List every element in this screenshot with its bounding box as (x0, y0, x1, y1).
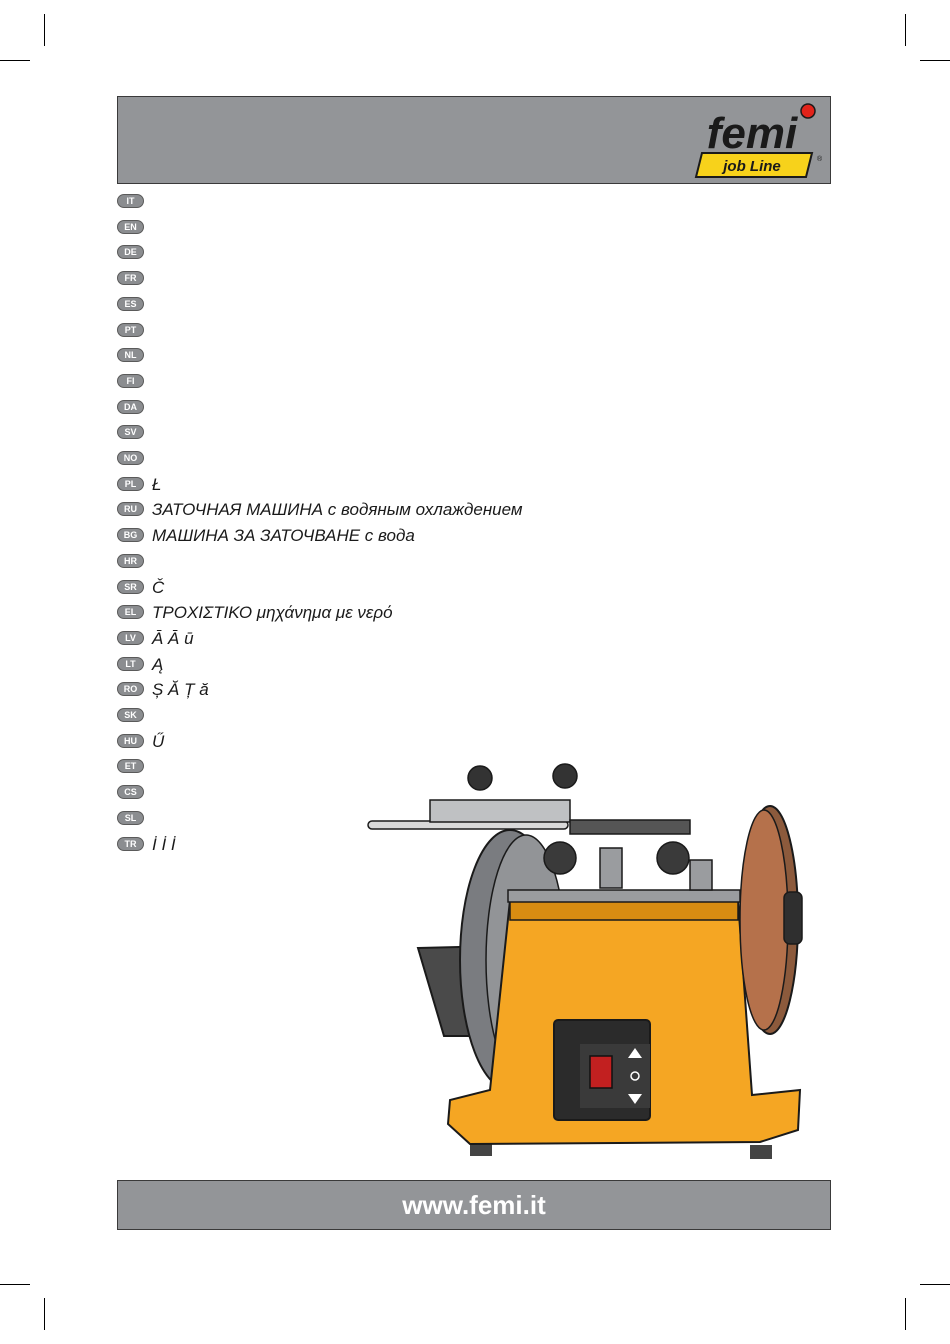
language-code-badge: SK (117, 708, 144, 722)
logo-tagline: job Line (723, 158, 781, 175)
crop-mark (905, 14, 906, 46)
language-code-badge: SV (117, 425, 144, 439)
language-code-badge: EN (117, 220, 144, 234)
language-code-badge: EL (117, 605, 144, 619)
crop-mark (0, 1284, 30, 1285)
language-row (117, 602, 393, 623)
language-row (117, 551, 144, 571)
femi-logo (672, 101, 822, 181)
language-code-badge: SL (117, 811, 144, 825)
language-row (117, 217, 144, 237)
language-code-badge: IT (117, 194, 144, 208)
language-code-badge: NL (117, 348, 144, 362)
crop-mark (920, 1284, 950, 1285)
language-code-badge: LV (117, 631, 144, 645)
language-row (117, 705, 144, 725)
product-title-translation: Ű (152, 731, 165, 751)
registered-mark: ® (817, 156, 822, 163)
product-title-translation: МАШИНА ЗА ЗАТОЧВАНЕ с вода (152, 526, 415, 546)
language-code-badge: NO (117, 451, 144, 465)
language-code-badge: HU (117, 734, 144, 748)
product-title-translation: Ā Ā ū (152, 628, 194, 648)
language-code-badge: ES (117, 297, 144, 311)
product-title-translation: İ İ İ (152, 834, 176, 854)
footer-band (117, 1180, 831, 1230)
language-code-badge: LT (117, 657, 144, 671)
language-row (117, 577, 165, 597)
language-code-badge: PT (117, 323, 144, 337)
language-code-badge: TR (117, 837, 144, 851)
language-code-badge: CS (117, 785, 144, 799)
language-row (117, 525, 415, 546)
language-code-badge: DA (117, 400, 144, 414)
language-row (117, 397, 144, 417)
wet-grinder-illustration (360, 760, 820, 1180)
product-title-translation: Č (152, 577, 165, 597)
language-row (117, 320, 144, 340)
language-row (117, 474, 162, 494)
language-row (117, 371, 144, 391)
language-row (117, 448, 144, 468)
language-row (117, 834, 176, 854)
product-title-translation: ΤΡΟΧΙΣΤΙΚΟ μηχάνημα με νερό (152, 603, 393, 623)
language-code-badge: RU (117, 502, 144, 516)
language-code-badge: PL (117, 477, 144, 491)
language-code-badge: HR (117, 554, 144, 568)
language-row (117, 731, 165, 751)
language-row (117, 345, 144, 365)
language-row (117, 294, 144, 314)
crop-mark (0, 60, 30, 61)
language-code-badge: RO (117, 682, 144, 696)
header-band (117, 96, 831, 184)
language-code-badge: DE (117, 245, 144, 259)
language-row (117, 782, 144, 802)
language-row (117, 499, 523, 520)
language-code-badge: FR (117, 271, 144, 285)
product-title-translation: Ł (152, 474, 162, 494)
language-code-badge: BG (117, 528, 144, 542)
language-code-badge: ET (117, 759, 144, 773)
product-title-translation: Ą (152, 654, 164, 674)
language-row (117, 808, 144, 828)
language-row (117, 756, 144, 776)
product-title-translation: Ș Ă Ț ă (152, 680, 209, 700)
language-code-badge: FI (117, 374, 144, 388)
language-code-badge: SR (117, 580, 144, 594)
language-row (117, 422, 144, 442)
language-row (117, 242, 144, 262)
crop-mark (905, 1298, 906, 1330)
language-row (117, 628, 194, 648)
website-url[interactable]: www.femi.it (402, 1189, 546, 1220)
language-row (117, 191, 144, 211)
crop-mark (44, 14, 45, 46)
language-row (117, 268, 144, 288)
logo-wordmark: femi (706, 109, 798, 158)
language-row (117, 654, 164, 674)
crop-mark (920, 60, 950, 61)
crop-mark (44, 1298, 45, 1330)
product-title-translation: ЗАТОЧНАЯ МАШИНА с водяным охлаждением (152, 500, 523, 520)
language-row (117, 679, 209, 700)
